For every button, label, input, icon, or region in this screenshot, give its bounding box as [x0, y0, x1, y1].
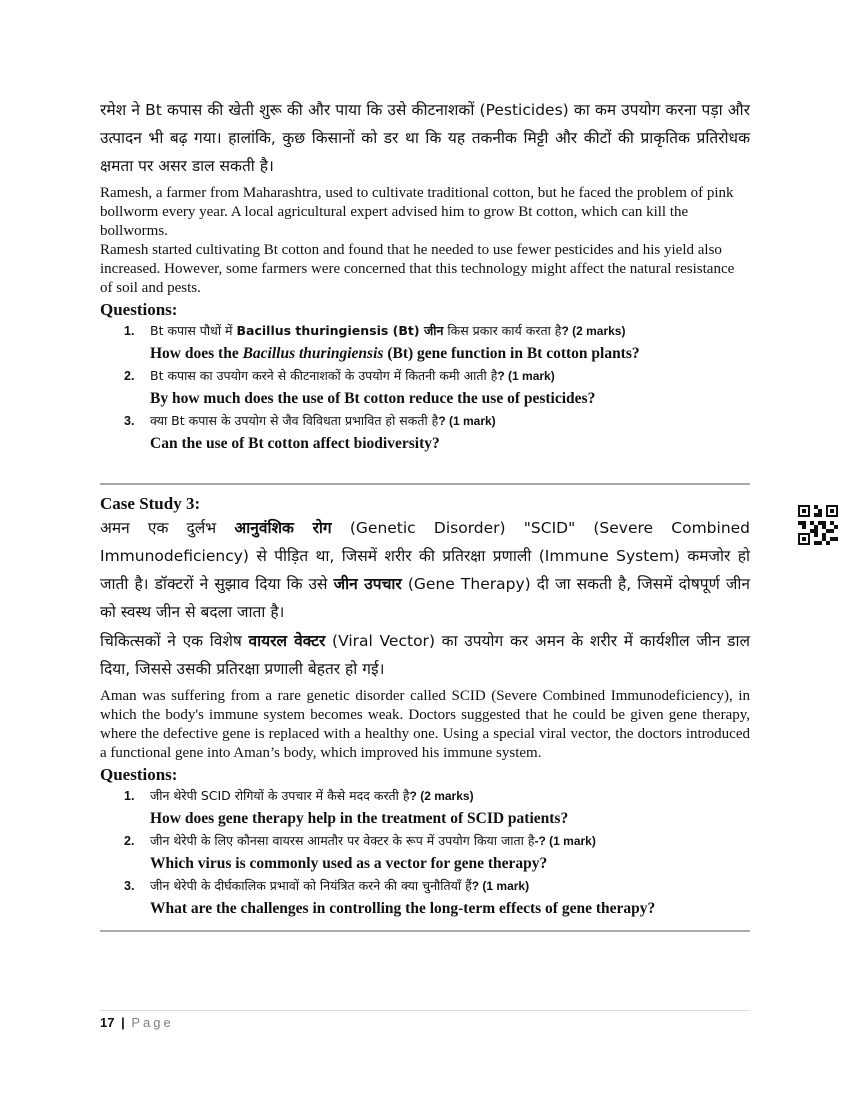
question-english: By how much does the use of Bt cotton reduce the use of pesticides? [150, 390, 596, 407]
cs3-question-list [100, 785, 750, 920]
question-number: 2. [124, 834, 135, 848]
question-english: Which virus is commonly used as a vector for gene therapy? [150, 855, 548, 872]
page-label: Page [131, 1015, 174, 1030]
question-hindi: Bt कपास का उपयोग करने से कीटनाशकों के उपयोग में कितनी कमी आती है? (1 mark) [150, 368, 555, 383]
cs3-hindi-paragraph-2: चिकित्सकों ने एक विशेष वायरल वेक्टर (Viral Vector) का उपयोग कर अमन के शरीर में कार्यशील जीन डाल दिया, जिससे उसकी प्रतिरक्षा प्रणाली बेहतर हो गई। [100, 632, 750, 678]
cs3-hindi-paragraph-1: अमन एक दुर्लभ आनुवंशिक रोग (Genetic Disorder) "SCID" (Severe Combined Immunodeficiency) से पीड़ित था, जिसमें शरीर की प्रतिरक्षा प्रणाली (Immune System) कमजोर हो जाती है। डॉक्टरों ने सुझाव दिया कि उसे जीन उपचार (Gene Therapy) दी जा सकती है, जिसमें दोषपूर्ण जीन को स्वस्थ जीन से बदला जाता है। [100, 519, 751, 621]
question-hindi: जीन थेरेपी के दीर्घकालिक प्रभावों को नियंत्रित करने की क्या चुनौतियाँ हैं? (1 mark) [150, 878, 530, 893]
cs3-english-paragraph: Aman was suffering from a rare genetic disorder called SCID (Severe Combined Immunodeficiency), in which the body's immune system becomes weak. Doctors suggested that he could be given gene therapy, where the defective gene is replaced with a healthy one. Using a special viral vector, the doctors introduced a functional gene into Aman’s body, which improved his immune system. [100, 688, 750, 761]
cs2-hindi-paragraph: रमेश ने Bt कपास की खेती शुरू की और पाया कि उसे कीटनाशकों (Pesticides) का कम उपयोग करना पड़ा और उत्पादन भी बढ़ गया। हालांकि, कुछ किसानों को डर था कि यह तकनीक मिट्टी और कीटों की प्राकृतिक प्रतिरोधक क्षमता पर असर डाल सकती है। [100, 101, 750, 175]
page-number: 17 [100, 1015, 115, 1030]
question-number: 1. [124, 789, 135, 803]
page-content [100, 96, 750, 932]
marks-label: ? (2 marks) [561, 324, 626, 338]
question-english: How does gene therapy help in the treatment of SCID patients? [150, 810, 569, 827]
cs3-questions-heading: Questions: [100, 765, 178, 784]
footer-separator: | [121, 1015, 125, 1030]
question-english: What are the challenges in controlling the long-term effects of gene therapy? [150, 900, 656, 917]
cs2-question-list [100, 320, 750, 455]
question-hindi: Bt कपास पौधों में Bacillus thuringiensis (Bt) जीन किस प्रकार कार्य करता है? (2 marks) [150, 323, 626, 338]
case-study-3-title: Case Study 3: [100, 494, 201, 513]
section-divider [100, 483, 750, 485]
marks-label: ? (1 mark) [471, 879, 530, 893]
cs3-question-3 [100, 875, 750, 920]
question-number: 3. [124, 414, 135, 428]
question-english: Can the use of Bt cotton affect biodiversity? [150, 435, 440, 452]
question-number: 3. [124, 879, 135, 893]
marks-label: -? (1 mark) [534, 834, 596, 848]
question-number: 2. [124, 369, 135, 383]
marks-label: ? (2 marks) [409, 789, 474, 803]
section-divider-bottom [100, 930, 750, 932]
marks-label: ? (1 mark) [438, 414, 496, 428]
page-footer [100, 1015, 174, 1030]
cs2-questions-heading: Questions: [100, 300, 178, 319]
cs2-english-paragraph-2: Ramesh started cultivating Bt cotton and found that he needed to use fewer pesticides and his yield also increased. However, some farmers were concerned that this technology might affect the natural resistance of soil and pests. [100, 242, 735, 296]
question-hindi: क्या Bt कपास के उपयोग से जैव विविधता प्रभावित हो सकती है? (1 mark) [150, 413, 496, 428]
cs2-question-1 [100, 320, 750, 365]
question-english: How does the Bacillus thuringiensis (Bt) gene function in Bt cotton plants? [150, 345, 640, 362]
cs2-english-paragraph-1: Ramesh, a farmer from Maharashtra, used to cultivate traditional cotton, but he faced the problem of pink bollworm every year. A local agricultural expert advised him to grow Bt cotton, which can kill the bollworms. [100, 185, 734, 239]
marks-label: ? (1 mark) [497, 369, 555, 383]
cs2-question-3 [100, 410, 750, 455]
qr-code-icon[interactable] [798, 505, 838, 545]
question-number: 1. [124, 324, 135, 338]
cs3-question-1 [100, 785, 750, 830]
footer-rule [100, 1010, 750, 1011]
question-hindi: जीन थेरेपी के लिए कौनसा वायरस आमतौर पर वेक्टर के रूप में उपयोग किया जाता है-? (1 mark) [150, 833, 596, 848]
cs2-question-2 [100, 365, 750, 410]
cs3-question-2 [100, 830, 750, 875]
question-hindi: जीन थेरेपी SCID रोगियों के उपचार में कैसे मदद करती है? (2 marks) [150, 788, 474, 803]
